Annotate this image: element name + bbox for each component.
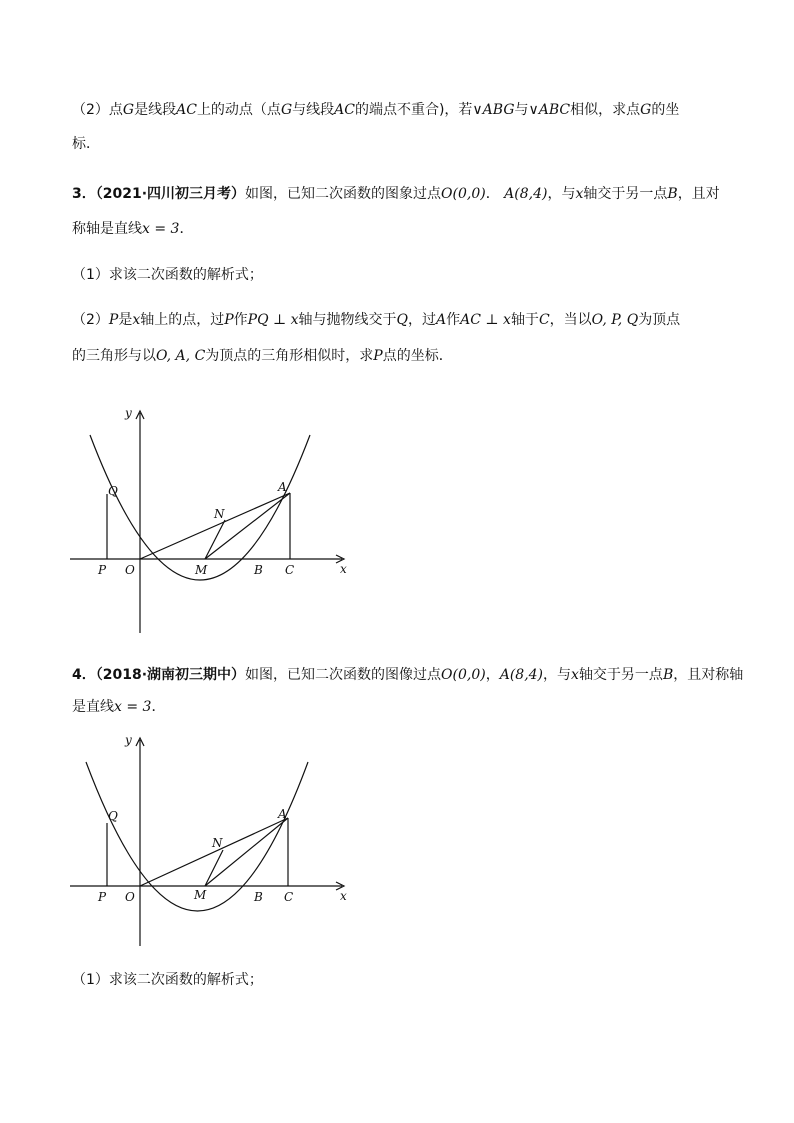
label-m: M xyxy=(195,563,208,577)
label-c: C xyxy=(284,890,294,904)
label-a: A xyxy=(278,480,287,494)
label-o: O xyxy=(125,890,135,904)
label-n: N xyxy=(214,507,225,521)
q2-part2-line2: 标． xyxy=(72,136,100,152)
segment-ma xyxy=(205,818,288,886)
problem3-part2-line1: （2）P是x轴上的点，过P作PQ ⊥ x轴与抛物线交于Q，过A作AC ⊥ x轴于C，当以O, P, Q为顶点 xyxy=(72,312,681,328)
label-b: B xyxy=(254,890,263,904)
problem4-stem-line2: 是直线x = 3． xyxy=(72,699,166,715)
problem4-stem-line1: 4．（2018·湖南初三期中）如图，已知二次函数的图像过点O(0,0)，A(8,4)，与x轴交于另一点B，且对称轴 xyxy=(72,667,744,683)
label-n: N xyxy=(212,836,223,850)
problem3-part2-line2: 的三角形与以O, A, C为顶点的三角形相似时，求P点的坐标． xyxy=(72,348,453,364)
segment-ma xyxy=(205,493,290,559)
label-y: y xyxy=(125,733,132,747)
label-q: Q xyxy=(108,809,118,823)
problem3-part1: （1）求该二次函数的解析式； xyxy=(72,267,263,283)
problem3-figure xyxy=(70,405,360,637)
problem4-part1: （1）求该二次函数的解析式； xyxy=(72,972,263,988)
label-c: C xyxy=(285,563,295,577)
q2-part2-line1: （2）点G是线段AC上的动点（点G与线段AC的端点不重合)，若∨ABG与∨ABC相似，求点G的坐 xyxy=(72,102,680,118)
label-o: O xyxy=(125,563,135,577)
parabola xyxy=(90,435,310,580)
label-p: P xyxy=(98,890,107,904)
problem3-stem-line1: 3．（2021·四川初三月考）如图，已知二次函数的图象过点O(0,0)． A(8,4)，与x轴交于另一点B，且对 xyxy=(72,186,720,202)
label-b: B xyxy=(254,563,263,577)
problem3-stem-line2: 称轴是直线x = 3． xyxy=(72,221,194,237)
label-p: P xyxy=(98,563,107,577)
label-q: Q xyxy=(108,484,118,498)
label-y: y xyxy=(125,406,132,420)
label-a: A xyxy=(278,807,287,821)
segment-oa xyxy=(140,818,288,886)
label-x: x xyxy=(340,889,347,903)
label-m: M xyxy=(194,888,207,902)
label-x: x xyxy=(340,562,347,576)
problem4-figure xyxy=(70,732,360,950)
